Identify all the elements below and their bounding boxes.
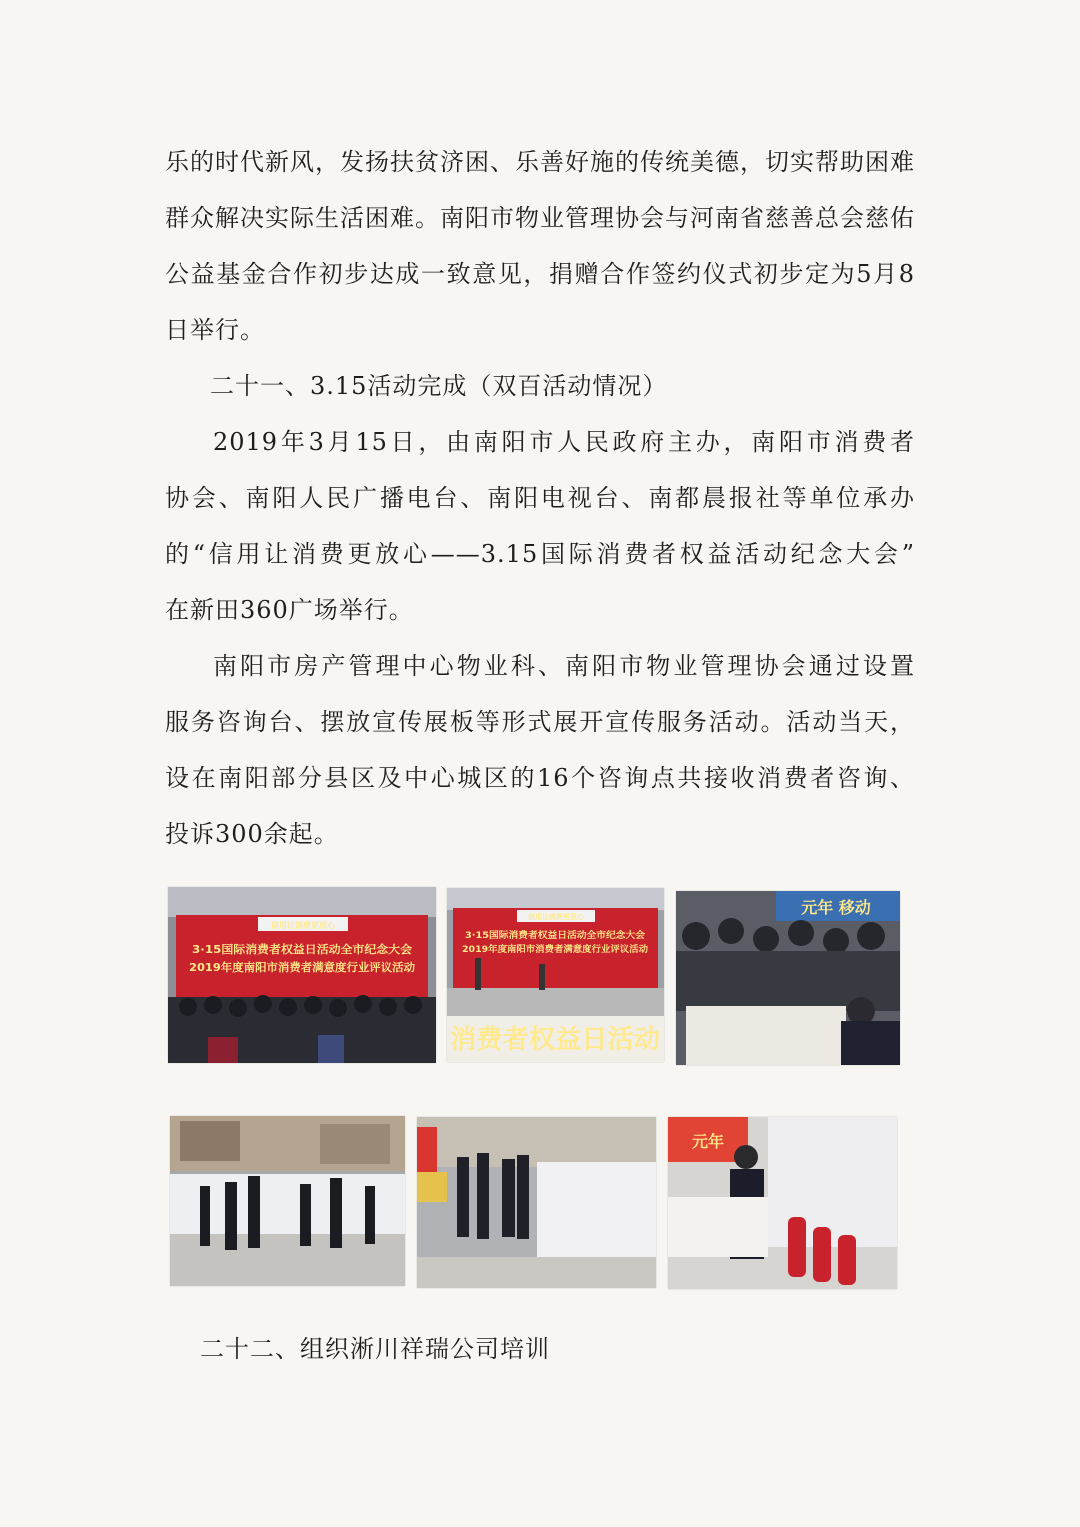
photo-banner-line1: 3·15国际消费者权益日活动全市纪念大会 <box>192 943 396 956</box>
event-photo-stage <box>168 887 436 1063</box>
paragraph-line: 服务咨询台、摆放宣传展板等形式展开宣传服务活动。活动当天， <box>165 708 915 736</box>
event-photo-display-boards <box>170 1116 405 1286</box>
paragraph-line: 乐的时代新风，发扬扶贫济困、乐善好施的传统美德，切实帮助困难 <box>165 148 915 176</box>
photo-banner-line2: 2019年度南阳市消费者满意度行业评议活动 <box>462 945 641 955</box>
paragraph-line: 协会、南阳人民广播电台、南阳电视台、南都晨报社等单位承办 <box>165 484 915 512</box>
event-photo-stage-banner <box>447 888 664 1062</box>
photo-sign-text: 元年 <box>691 1132 725 1151</box>
photo-logo-text: 信用让消费更放心 <box>528 913 584 921</box>
section-heading-21: 二十一、3.15活动完成（双百活动情况） <box>210 372 668 400</box>
photo-foreground-text: 消费者权益日活动 <box>450 1025 659 1055</box>
event-photo-consultation-crowd <box>676 891 900 1065</box>
section-heading-22: 二十二、组织淅川祥瑞公司培训 <box>200 1335 550 1363</box>
photo-banner-line1: 3·15国际消费者权益日活动全市纪念大会 <box>465 931 632 941</box>
paragraph-line: 的“信用让消费更放心——3.15国际消费者权益活动纪念大会” <box>165 540 915 568</box>
paragraph-line: 日举行。 <box>165 316 265 344</box>
photo-banner-line2: 2019年度南阳市消费者满意度行业评议活动 <box>189 961 407 974</box>
paragraph-line: 公益基金合作初步达成一致意见，捐赠合作签约仪式初步定为5月8 <box>165 260 915 288</box>
paragraph-line: 投诉300余起。 <box>165 820 339 848</box>
paragraph-line: 南阳市房产管理中心物业科、南阳市物业管理协会通过设置 <box>213 652 915 680</box>
paragraph-line: 设在南阳部分县区及中心城区的16个咨询点共接收消费者咨询、 <box>165 764 915 792</box>
photo-logo-text: 信用让消费更放心 <box>271 921 335 930</box>
paragraph-line: 2019年3月15日，由南阳市人民政府主办，南阳市消费者 <box>213 428 915 456</box>
paragraph-line: 在新田360广场举行。 <box>165 596 414 624</box>
photo-sign-text: 元年 移动 <box>801 898 871 917</box>
paragraph-line: 群众解决实际生活困难。南阳市物业管理协会与河南省慈善总会慈佑 <box>165 204 915 232</box>
event-photo-board-inspection <box>417 1117 656 1288</box>
event-photo-service-desk <box>668 1117 897 1289</box>
